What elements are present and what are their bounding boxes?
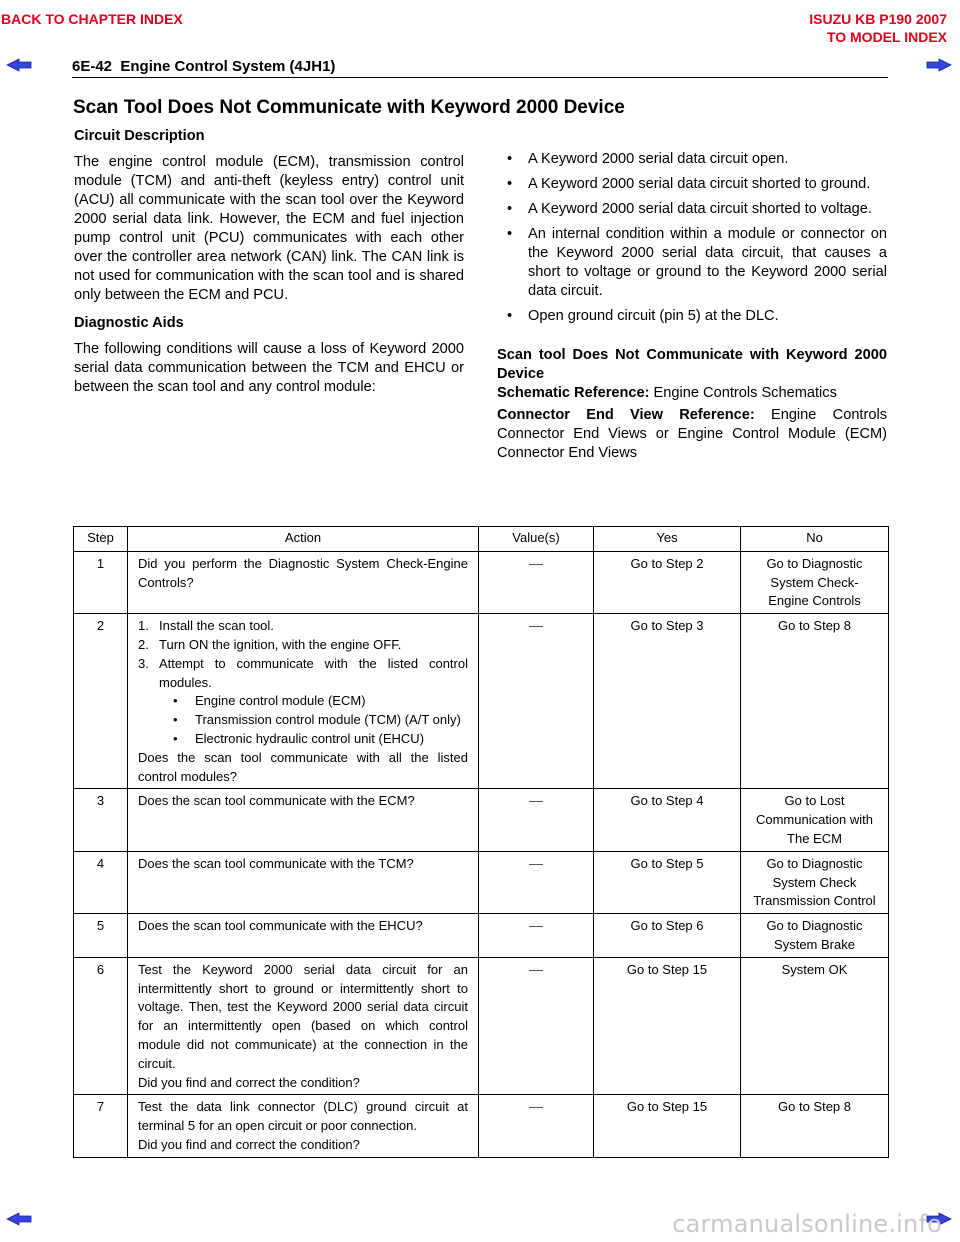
step-question: Does the scan tool communicate with all the listed control modules? bbox=[138, 749, 468, 784]
step-question: Did you find and correct the condition? bbox=[138, 1136, 360, 1152]
empty-value-dash bbox=[529, 1107, 543, 1108]
step-action: Does the scan tool communicate with the EHCU? bbox=[128, 914, 479, 958]
step-number: 2 bbox=[74, 614, 128, 789]
diagnostic-table bbox=[73, 526, 889, 1158]
step-action: Test the data link connector (DLC) ground circuit at terminal 5 for an open circuit or poor connection. Did you find and correct the condition? bbox=[128, 1095, 479, 1157]
step-no: Go to Step 8 bbox=[741, 1095, 889, 1157]
step-yes: Go to Step 15 bbox=[594, 1095, 741, 1157]
step-number: 6 bbox=[74, 957, 128, 1095]
list-item: • Open ground circuit (pin 5) at the DLC. bbox=[507, 308, 779, 324]
step-action: Does the scan tool communicate with the ECM? bbox=[128, 789, 479, 851]
list-item: • A Keyword 2000 serial data circuit shorted to voltage. bbox=[507, 201, 872, 217]
empty-value-dash bbox=[529, 864, 543, 865]
empty-value-dash bbox=[529, 801, 543, 802]
table-row bbox=[74, 957, 889, 1095]
column-header-values: Value(s) bbox=[479, 527, 594, 552]
step-number: 1 bbox=[74, 551, 128, 613]
step-no: System OK bbox=[741, 957, 889, 1095]
circuit-description-text: The engine control module (ECM), transmission control module (TCM) and anti-theft (keyless entry) control unit (ACU) all communicate with the scan tool over the Keyword 2000 serial data link. However, the ECM and fuel injection pump control unit (PCU) communicates with each other over the controller area network (CAN) link. The CAN link is not used for communication with the scan tool and is shared only between the ECM and PCU. bbox=[74, 154, 464, 303]
step-number: 7 bbox=[74, 1095, 128, 1157]
previous-page-arrow-bottom-icon[interactable] bbox=[6, 1212, 32, 1226]
list-item: • Transmission control module (TCM) (A/T only) bbox=[173, 712, 461, 728]
step-action bbox=[128, 614, 479, 789]
list-item: • An internal condition within a module or connector on the Keyword 2000 serial data circuit, that causes a short to voltage or ground to the Keyword 2000 serial data circuit. bbox=[507, 226, 887, 299]
step-value bbox=[479, 614, 594, 789]
to-model-index-link[interactable]: TO MODEL INDEX bbox=[826, 29, 947, 45]
step-number: 5 bbox=[74, 914, 128, 958]
step-value bbox=[479, 1095, 594, 1157]
header-divider bbox=[72, 77, 888, 78]
next-page-arrow-icon[interactable] bbox=[926, 58, 952, 72]
step-action: Does the scan tool communicate with the TCM? bbox=[128, 851, 479, 913]
column-header-step: Step bbox=[74, 527, 128, 552]
model-name-link[interactable]: ISUZU KB P190 2007 bbox=[809, 11, 947, 27]
empty-value-dash bbox=[529, 626, 543, 627]
step-yes: Go to Step 4 bbox=[594, 789, 741, 851]
condition-list bbox=[497, 150, 887, 326]
step-action: Test the Keyword 2000 serial data circuit for an intermittently short to ground or intermittently short to voltage. Then, test the Keyword 2000 serial data circuit for an intermittently open (based on which control module did not communicate) at the connection in the circuit. Did you find and correct the condition? bbox=[128, 957, 479, 1095]
back-to-chapter-index-link[interactable]: BACK TO CHAPTER INDEX bbox=[1, 11, 183, 27]
diagnostic-aids-heading: Diagnostic Aids bbox=[74, 315, 184, 331]
step-yes: Go to Step 15 bbox=[594, 957, 741, 1095]
step-question: Did you find and correct the condition? bbox=[138, 1074, 360, 1090]
step-yes: Go to Step 2 bbox=[594, 551, 741, 613]
schematic-reference: Schematic Reference: Engine Controls Schematics bbox=[497, 385, 837, 401]
column-header-no: No bbox=[741, 527, 889, 552]
step-value bbox=[479, 789, 594, 851]
table-row bbox=[74, 1095, 889, 1157]
table-row bbox=[74, 551, 889, 613]
step-value bbox=[479, 914, 594, 958]
list-item: 2. Turn ON the ignition, with the engine OFF. bbox=[138, 636, 402, 652]
step-number: 3 bbox=[74, 789, 128, 851]
empty-value-dash bbox=[529, 564, 543, 565]
empty-value-dash bbox=[529, 970, 543, 971]
list-item: • Electronic hydraulic control unit (EHCU) bbox=[173, 730, 425, 746]
page-title: Scan Tool Does Not Communicate with Keyword 2000 Device bbox=[73, 97, 625, 118]
column-header-yes: Yes bbox=[594, 527, 741, 552]
table-row bbox=[74, 914, 889, 958]
table-heading: Scan tool Does Not Communicate with Keyword 2000 Device bbox=[497, 347, 887, 382]
page-header-title: 6E-42 Engine Control System (4JH1) bbox=[72, 58, 336, 75]
table-row bbox=[74, 851, 889, 913]
list-item: • Engine control module (ECM) bbox=[173, 693, 366, 709]
step-value bbox=[479, 957, 594, 1095]
step-yes: Go to Step 6 bbox=[594, 914, 741, 958]
table-reference-block bbox=[497, 346, 887, 463]
step-value bbox=[479, 851, 594, 913]
table-row bbox=[74, 789, 889, 851]
connector-reference: Connector End View Reference: Engine Controls Connector End Views or Engine Control Module (ECM) Connector End Views bbox=[497, 407, 887, 461]
list-item: 1. Install the scan tool. bbox=[138, 618, 274, 634]
step-no: Go to Diagnostic System Brake bbox=[741, 914, 889, 958]
table-header-row bbox=[74, 527, 889, 552]
diagnostic-aids-text: The following conditions will cause a loss of Keyword 2000 serial data communication between the TCM and EHCU or between the scan tool and any control module: bbox=[74, 341, 464, 395]
step-no: Go to Lost Communication with The ECM bbox=[741, 789, 889, 851]
column-header-action: Action bbox=[128, 527, 479, 552]
right-column bbox=[497, 150, 887, 466]
step-number: 4 bbox=[74, 851, 128, 913]
step-action: Did you perform the Diagnostic System Check-Engine Controls? bbox=[128, 551, 479, 613]
left-column bbox=[74, 127, 464, 403]
table-row bbox=[74, 614, 889, 789]
circuit-description-heading: Circuit Description bbox=[74, 128, 205, 144]
previous-page-arrow-icon[interactable] bbox=[6, 58, 32, 72]
step-value bbox=[479, 551, 594, 613]
step-no: Go to Step 8 bbox=[741, 614, 889, 789]
empty-value-dash bbox=[529, 926, 543, 927]
step-no: Go to Diagnostic System Check Transmission Control bbox=[741, 851, 889, 913]
step-yes: Go to Step 3 bbox=[594, 614, 741, 789]
list-item: 3. Attempt to communicate with the listed control modules. bbox=[138, 655, 468, 690]
list-item: • A Keyword 2000 serial data circuit shorted to ground. bbox=[507, 176, 871, 192]
step-yes: Go to Step 5 bbox=[594, 851, 741, 913]
watermark: carmanualsonline.info bbox=[672, 1210, 942, 1238]
list-item: • A Keyword 2000 serial data circuit open. bbox=[507, 151, 789, 167]
step-no: Go to Diagnostic System Check-Engine Controls bbox=[741, 551, 889, 613]
